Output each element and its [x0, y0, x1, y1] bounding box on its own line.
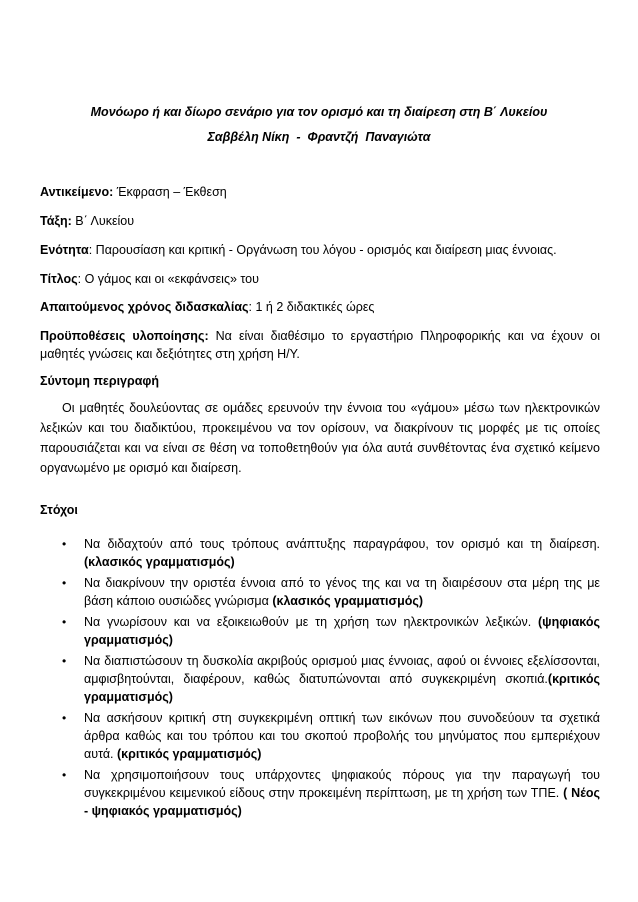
bullet-icon: •	[62, 537, 67, 551]
goals-list	[40, 535, 600, 823]
list-item	[40, 766, 600, 820]
document-title: Μονόωρο ή και δίωρο σενάριο για τον ορισμό και τη διαίρεση στη Β΄ Λυκείου	[90, 105, 548, 119]
list-item	[40, 613, 600, 649]
field-label: Τίτλος	[40, 272, 78, 286]
field-label: Ενότητα	[40, 243, 89, 257]
field-value: Έκφραση – Έκθεση	[113, 185, 227, 199]
goal-text: Να γνωρίσουν και να εξοικειωθούν με τη χρήση των ηλεκτρονικών λεξικών.	[84, 615, 538, 629]
goals-heading: Στόχοι	[40, 503, 78, 517]
bullet-icon: •	[62, 576, 67, 590]
goal-tag: (κριτικός γραμματισμός)	[84, 672, 600, 704]
field-value: Να είναι διαθέσιμο το εργαστήριο Πληροφορικής και να έχουν οι μαθητές γνώσεις και δεξιότητες στη χρήση Η/Υ.	[40, 329, 600, 361]
list-item	[40, 574, 600, 610]
goal-text: Να χρησιμοποιήσουν τους υπάρχοντες ψηφιακούς πόρους για την παραγωγή του συγκεκριμένου κειμενικού είδους στην προκειμένη περίπτωση, με τη χρήση των ΤΠΕ.	[84, 768, 600, 800]
field-duration	[40, 298, 600, 316]
field-label: Τάξη:	[40, 214, 72, 228]
bullet-icon: •	[62, 654, 67, 668]
goal-text: Να ασκήσουν κριτική στη συγκεκριμένη οπτική των εικόνων που συνοδεύουν τα σχετικά άρθρα καθώς και του τρόπου και του σκοπού προβολής του μηνύματος που εμπεριέχουν αυτά.	[84, 711, 600, 761]
bullet-icon: •	[62, 615, 67, 629]
field-lesson-title	[40, 270, 600, 288]
bullet-icon: •	[62, 768, 67, 782]
field-value: : Παρουσίαση και κριτική - Οργάνωση του λόγου - ορισμός και διαίρεση μιας έννοιας.	[88, 243, 557, 257]
goal-tag: (κριτικός γραμματισμός)	[117, 747, 262, 761]
field-label: Προϋποθέσεις υλοποίησης:	[40, 329, 209, 343]
list-item	[40, 652, 600, 706]
field-value: Β΄ Λυκείου	[71, 214, 135, 228]
goal-tag: (ψηφιακός γραμματισμός)	[84, 615, 600, 647]
field-value: : 1 ή 2 διδακτικές ώρες	[248, 300, 375, 314]
field-unit	[40, 241, 600, 259]
list-item	[40, 535, 600, 571]
document-authors: Σαββέλη Νίκη - Φραντζή Παναγιώτα	[207, 130, 431, 144]
field-prerequisites	[40, 327, 600, 363]
goal-tag: ( Νέος - ψηφιακός γραμματισμός)	[84, 786, 600, 818]
field-subject	[40, 183, 600, 201]
field-label: Αντικείμενο:	[40, 185, 114, 199]
goal-text: Να διδαχτούν από τους τρόπους ανάπτυξης παραγράφου, τον ορισμό και τη διαίρεση.	[84, 537, 600, 551]
goal-tag: (κλασικός γραμματισμός)	[272, 594, 424, 608]
goal-text: Να διαπιστώσουν τη δυσκολία ακριβούς ορισμού μιας έννοιας, αφού οι έννοιες εξελίσσονται, αμφισβητούνται, διαφέρουν, καθώς διατυπώνονται από συγκεκριμένη σκοπιά.	[84, 654, 600, 686]
goal-tag: (κλασικός γραμματισμός)	[84, 555, 235, 569]
list-item	[40, 709, 600, 763]
field-grade	[40, 212, 600, 230]
goal-text: Να διακρίνουν την οριστέα έννοια από το γένος της και να τη διαιρέσουν στα μέρη της με βάση κάποιο ουσιώδες γνώρισμα	[84, 576, 600, 608]
field-label: Απαιτούμενος χρόνος διδασκαλίας	[40, 300, 249, 314]
summary-text: Οι μαθητές δουλεύοντας σε ομάδες ερευνούν την έννοια του «γάμου» μέσω των ηλεκτρονικών λεξικών και του διαδικτύου, προκειμένου να τον ορίσουν, να διακρίνουν τις μορφές με τις οποίες παρουσιάζεται και να είναι σε θέση να τοποθετηθούν για όλα αυτά συνθέτοντας ένα σχετικό κείμενο οργανωμένο με ορισμό και διαίρεση.	[40, 401, 600, 475]
summary-heading: Σύντομη περιγραφή	[40, 374, 160, 388]
field-value: : Ο γάμος και οι «εκφάνσεις» του	[77, 272, 259, 286]
bullet-icon: •	[62, 711, 67, 725]
